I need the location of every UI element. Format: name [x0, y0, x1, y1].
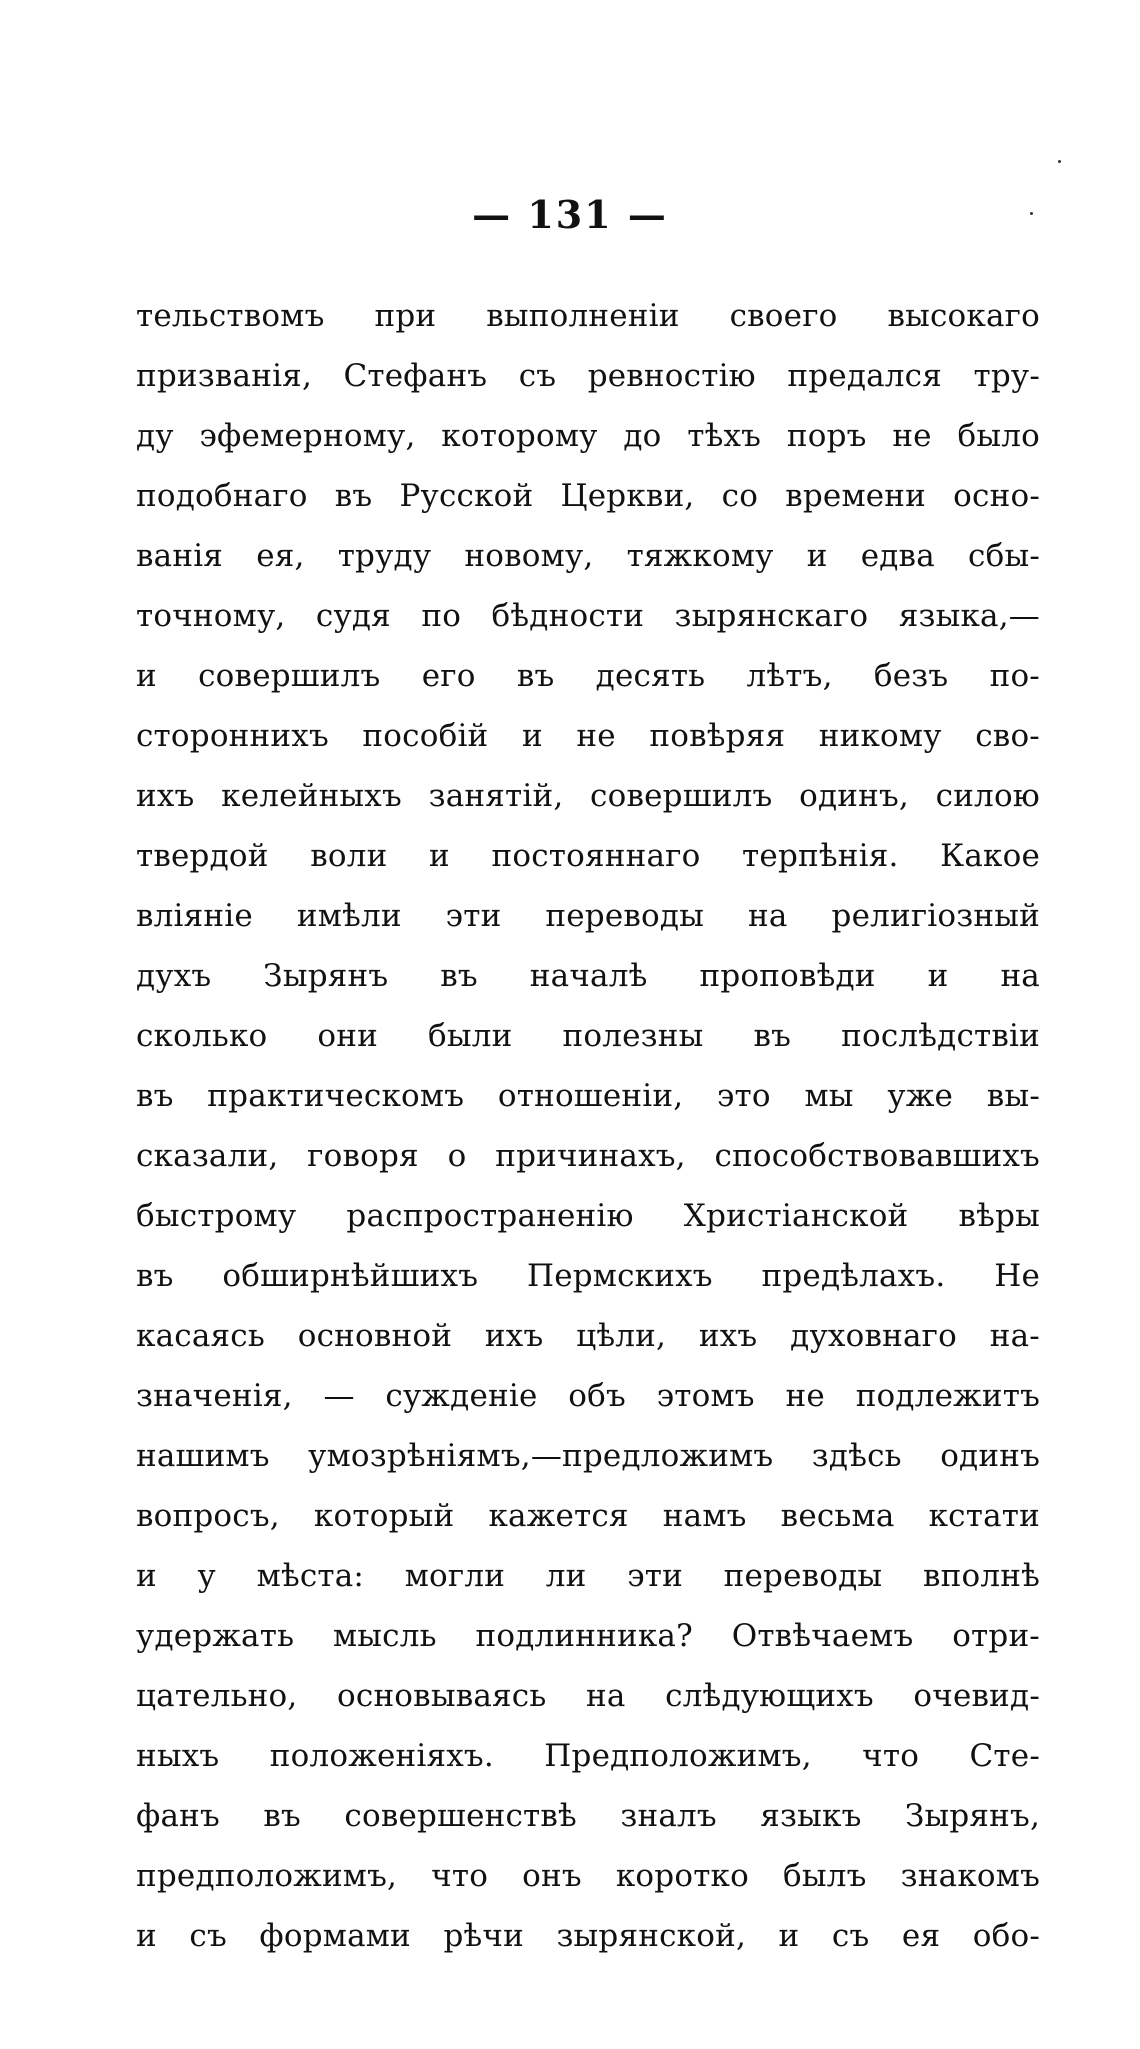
text-line: ихъ келейныхъ занятій, совершилъ одинъ, силою — [136, 778, 1040, 814]
text-line: фанъ въ совершенствѣ зналъ языкъ Зырянъ, — [136, 1798, 1040, 1834]
text-line: вопросъ, который кажется намъ весьма кстати — [136, 1498, 1040, 1534]
text-line: сказали, говоря о причинахъ, способствовавшихъ — [136, 1138, 1040, 1174]
text-line: ныхъ положеніяхъ. Предположимъ, что Сте- — [136, 1738, 1040, 1774]
text-line: сколько они были полезны въ послѣдствіи — [136, 1018, 1040, 1054]
text-line: твердой воли и постояннаго терпѣнія. Какое — [136, 838, 1040, 874]
text-line: подобнаго въ Русской Церкви, со времени осно- — [136, 478, 1040, 514]
text-line: предположимъ, что онъ коротко былъ знакомъ — [136, 1858, 1040, 1894]
body-text — [136, 286, 1040, 1966]
text-line: вліяніе имѣли эти переводы на религіозный — [136, 898, 1040, 934]
page-number: — 131 — — [472, 192, 668, 237]
text-line: касаясь основной ихъ цѣли, ихъ духовнаго на- — [136, 1318, 1040, 1354]
text-line: стороннихъ пособій и не повѣряя никому сво- — [136, 718, 1040, 754]
text-line: удержать мысль подлинника? Отвѣчаемъ отри- — [136, 1618, 1040, 1654]
text-line: нашимъ умозрѣніямъ,—предложимъ здѣсь одинъ — [136, 1438, 1040, 1474]
text-line: и съ формами рѣчи зырянской, и съ ея обо- — [136, 1918, 1040, 1954]
text-line: и у мѣста: могли ли эти переводы вполнѣ — [136, 1558, 1040, 1594]
text-line: духъ Зырянъ въ началѣ проповѣди и на — [136, 958, 1040, 994]
text-line: цательно, основываясь на слѣдующихъ очевид- — [136, 1678, 1040, 1714]
scan-speck — [1058, 160, 1061, 163]
text-line: ванія ея, труду новому, тяжкому и едва сбы- — [136, 538, 1040, 574]
text-line: и совершилъ его въ десять лѣтъ, безъ по- — [136, 658, 1040, 694]
text-line: ду эфемерному, которому до тѣхъ поръ не было — [136, 418, 1040, 454]
text-line: призванія, Стефанъ съ ревностію предался тру- — [136, 358, 1040, 394]
text-line: въ практическомъ отношеніи, это мы уже вы- — [136, 1078, 1040, 1114]
text-line: значенія, — сужденіе объ этомъ не подлежитъ — [136, 1378, 1040, 1414]
text-line: точному, судя по бѣдности зырянскаго языка,— — [136, 598, 1040, 634]
text-line: быстрому распространенію Христіанской вѣры — [136, 1198, 1040, 1234]
text-line: въ обширнѣйшихъ Пермскихъ предѣлахъ. Не — [136, 1258, 1040, 1294]
text-line: тельствомъ при выполненіи своего высокаго — [136, 298, 1040, 334]
scan-speck — [1030, 212, 1033, 215]
